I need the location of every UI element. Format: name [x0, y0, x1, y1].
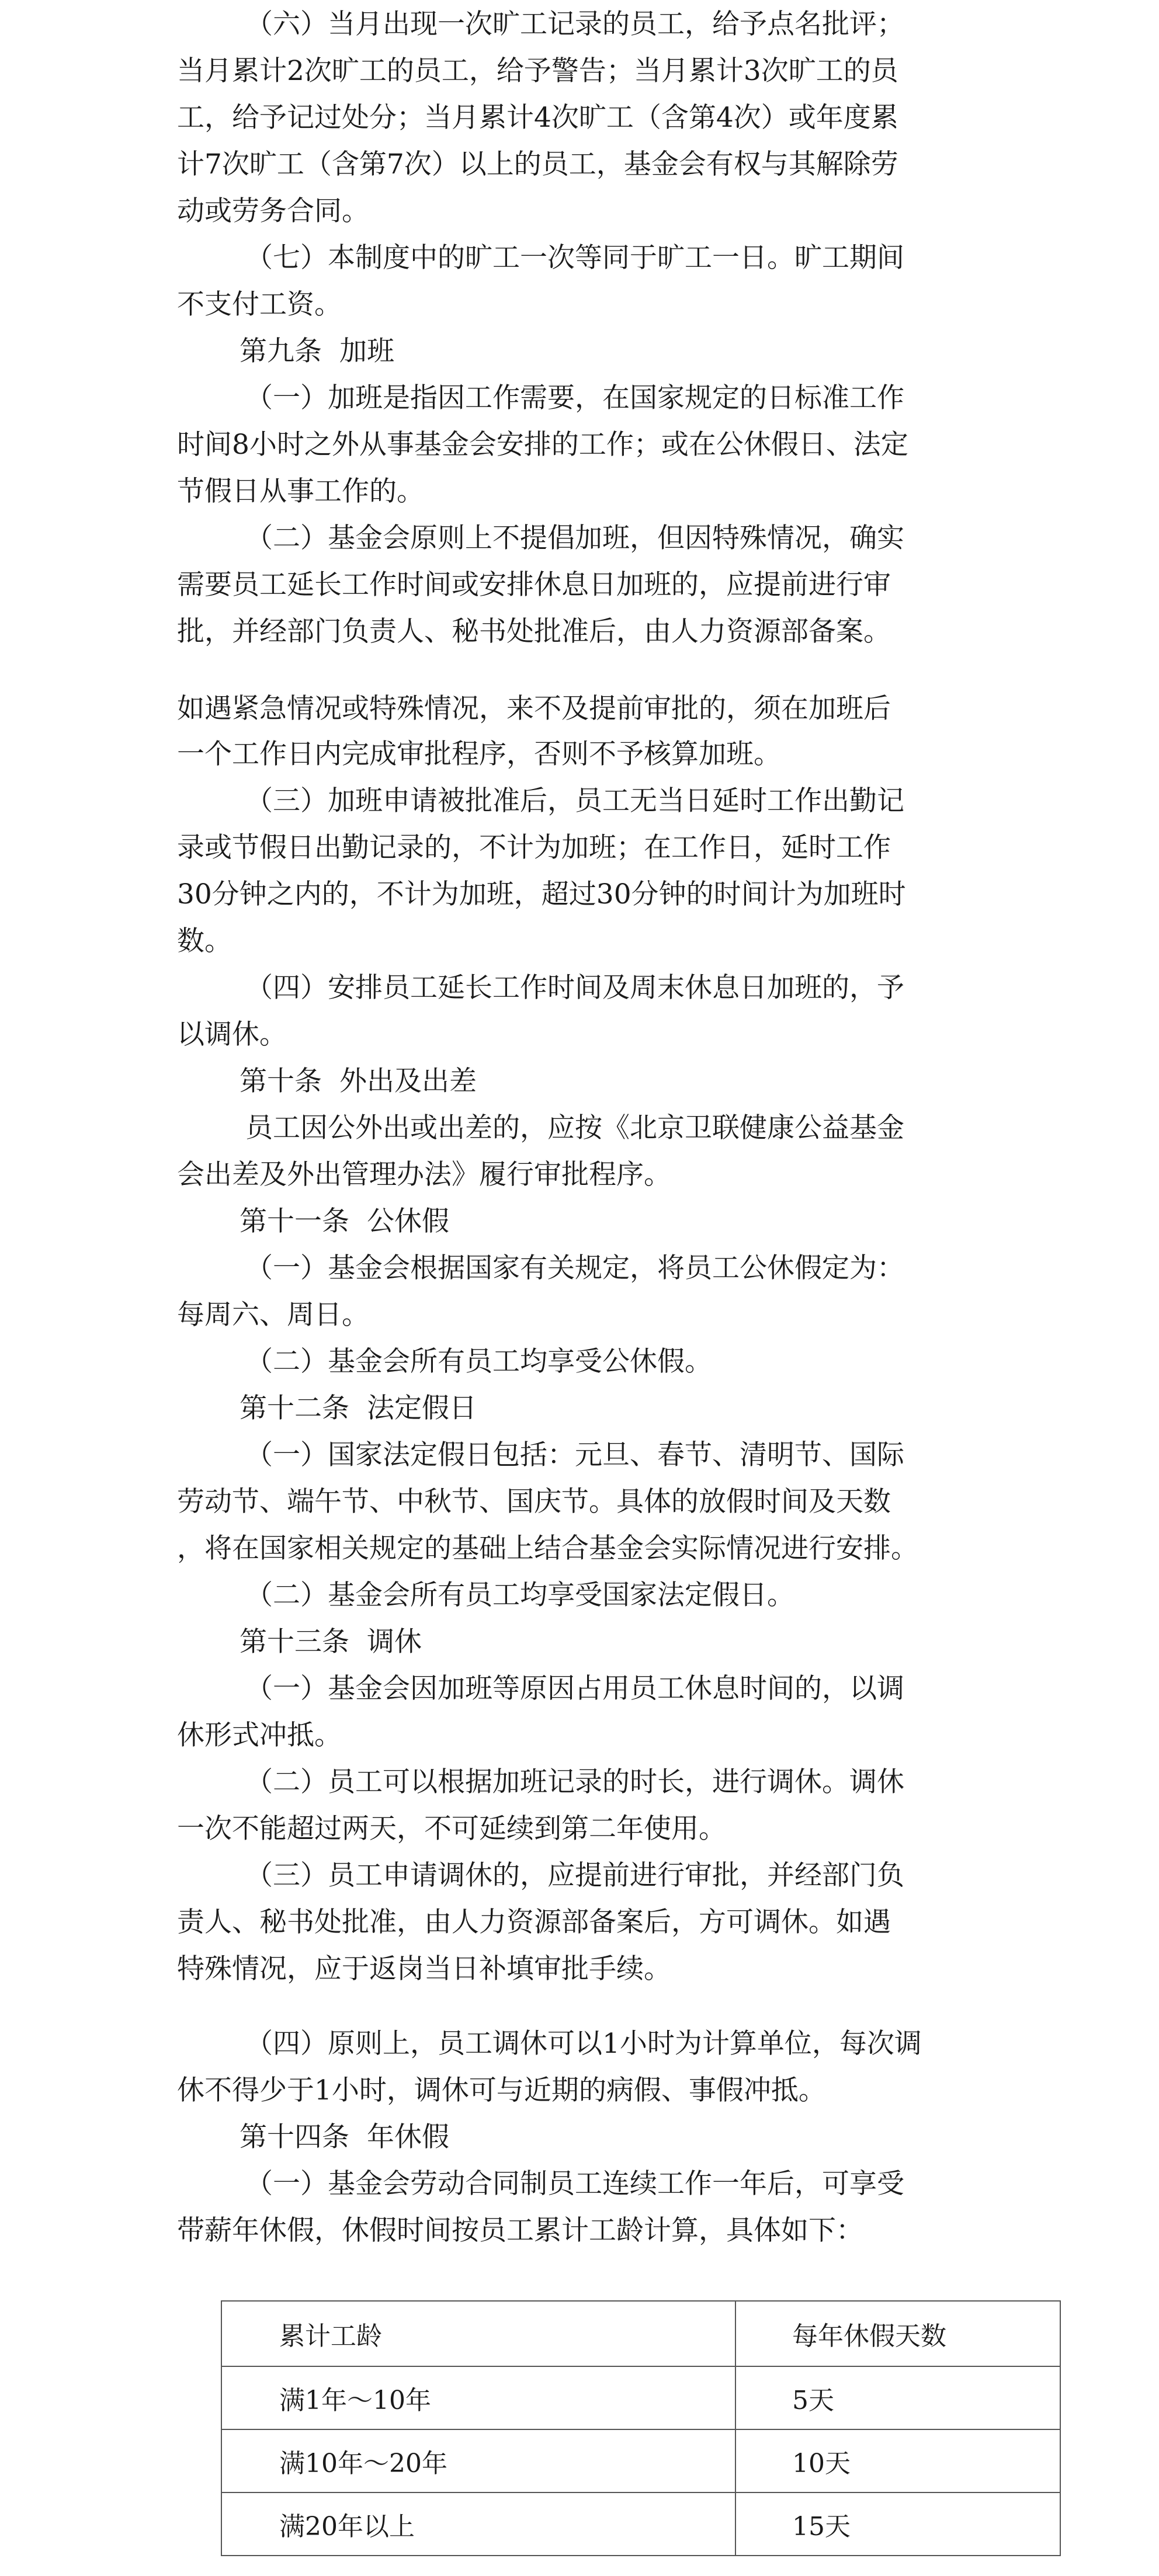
article-title: 法定假日: [367, 1392, 477, 1424]
paragraph-line: 休不得少于1小时，调休可与近期的病假、事假冲抵。: [177, 2074, 826, 2106]
article-title: 年休假: [367, 2121, 449, 2153]
table-cell: 满20年以上: [221, 2492, 735, 2556]
article-heading: [240, 2123, 449, 2151]
article-title: 外出及出差: [339, 1065, 477, 1097]
paragraph-line: 时间8小时之外从事基金会安排的工作；或在公休假日、法定: [177, 429, 908, 461]
header-cell-leave-days: 每年休假天数: [735, 2301, 1060, 2366]
paragraph-line: （六）当月出现一次旷工记录的员工，给予点名批评；: [245, 8, 904, 40]
paragraph-line: ，将在国家相关规定的基础上结合基金会实际情况进行安排。: [177, 1532, 918, 1565]
table-row: [221, 2429, 1060, 2492]
paragraph-line: 一次不能超过两天，不可延续到第二年使用。: [177, 1813, 726, 1845]
annual-leave-table: [221, 2300, 1061, 2556]
article-heading: [240, 1392, 477, 1424]
table-cell: 15天: [735, 2492, 1060, 2556]
article-heading: [240, 335, 394, 367]
paragraph-line: 需要员工延长工作时间或安排休息日加班的，应提前进行审: [177, 569, 891, 601]
header-cell-seniority: 累计工龄: [221, 2301, 735, 2366]
paragraph-line: （二）基金会所有员工均享受国家法定假日。: [245, 1579, 794, 1611]
paragraph-line: 一个工作日内完成审批程序，否则不予核算加班。: [177, 738, 781, 770]
paragraph-line: （一）加班是指因工作需要，在国家规定的日标准工作: [245, 382, 904, 414]
article-number: 第十二条: [240, 1392, 349, 1424]
paragraph-line: 计7次旷工（含第7次）以上的员工，基金会有权与其解除劳: [177, 148, 898, 180]
table-header-row: [221, 2301, 1060, 2366]
paragraph-line: （四）原则上，员工调休可以1小时为计算单位，每次调: [245, 2028, 922, 2060]
article-title: 调休: [367, 1626, 422, 1658]
paragraph-line: （一）国家法定假日包括：元旦、春节、清明节、国际: [245, 1439, 904, 1471]
paragraph-line: （七）本制度中的旷工一次等同于旷工一日。旷工期间: [245, 242, 904, 274]
table-row: [221, 2366, 1060, 2429]
paragraph-line: （三）员工申请调休的，应提前进行审批，并经部门负: [245, 1859, 904, 1892]
paragraph-line: （二）基金会所有员工均享受公休假。: [245, 1346, 712, 1378]
paragraph-line: 录或节假日出勤记录的，不计为加班；在工作日，延时工作: [177, 832, 891, 864]
paragraph-line: （二）基金会原则上不提倡加班，但因特殊情况，确实: [245, 522, 904, 554]
paragraph-line: 当月累计2次旷工的员工，给予警告；当月累计3次旷工的员: [177, 55, 898, 87]
paragraph-line: 如遇紧急情况或特殊情况，来不及提前审批的，须在加班后: [177, 693, 891, 725]
paragraph-line: （一）基金会因加班等原因占用员工休息时间的，以调: [245, 1673, 904, 1705]
paragraph-line: 30分钟之内的，不计为加班，超过30分钟的时间计为加班时: [177, 878, 906, 910]
paragraph-line: 休形式冲抵。: [177, 1719, 342, 1751]
paragraph-line: 工，给予记过处分；当月累计4次旷工（含第4次）或年度累: [177, 102, 898, 134]
article-number: 第十一条: [240, 1205, 349, 1237]
article-number: 第十条: [240, 1065, 322, 1097]
paragraph-line: 责人、秘书处批准，由人力资源部备案后，方可调休。如遇: [177, 1906, 891, 1938]
table-cell: 满10年～20年: [221, 2429, 735, 2492]
article-title: 公休假: [367, 1205, 449, 1237]
paragraph-line: （四）安排员工延长工作时间及周末休息日加班的，予: [245, 972, 904, 1004]
article-number: 第九条: [240, 335, 322, 367]
paragraph-line: （三）加班申请被批准后，员工无当日延时工作出勤记: [245, 785, 904, 817]
table-cell: 5天: [735, 2366, 1060, 2429]
paragraph-line: 不支付工资。: [177, 288, 342, 321]
article-number: 第十四条: [240, 2121, 349, 2153]
paragraph-line: 带薪年休假，休假时间按员工累计工龄计算，具体如下：: [177, 2215, 863, 2247]
paragraph-line: （一）基金会劳动合同制员工连续工作一年后，可享受: [245, 2168, 904, 2200]
article-heading: [240, 1205, 449, 1237]
paragraph-line: 动或劳务合同。: [177, 195, 369, 227]
paragraph-line: 以调休。: [177, 1018, 287, 1051]
paragraph-line: 员工因公外出或出差的，应按《北京卫联健康公益基金: [245, 1112, 904, 1144]
paragraph-line: 数。: [177, 925, 232, 957]
table-cell: 10天: [735, 2429, 1060, 2492]
article-heading: [240, 1628, 422, 1656]
article-heading: [240, 1065, 477, 1097]
paragraph-line: 会出差及外出管理办法》履行审批程序。: [177, 1159, 671, 1191]
table-row: [221, 2492, 1060, 2556]
article-title: 加班: [339, 335, 394, 367]
paragraph-line: 每周六、周日。: [177, 1299, 369, 1331]
paragraph-line: （二）员工可以根据加班记录的时长，进行调休。调休: [245, 1766, 904, 1798]
paragraph-line: （一）基金会根据国家有关规定，将员工公休假定为：: [245, 1252, 904, 1284]
table-cell: 满1年～10年: [221, 2366, 735, 2429]
paragraph-line: 劳动节、端午节、中秋节、国庆节。具体的放假时间及天数: [177, 1486, 891, 1518]
paragraph-line: 节假日从事工作的。: [177, 475, 424, 507]
paragraph-line: 批，并经部门负责人、秘书处批准后，由人力资源部备案。: [177, 616, 891, 648]
paragraph-line: 特殊情况，应于返岗当日补填审批手续。: [177, 1953, 671, 1985]
article-number: 第十三条: [240, 1626, 349, 1658]
